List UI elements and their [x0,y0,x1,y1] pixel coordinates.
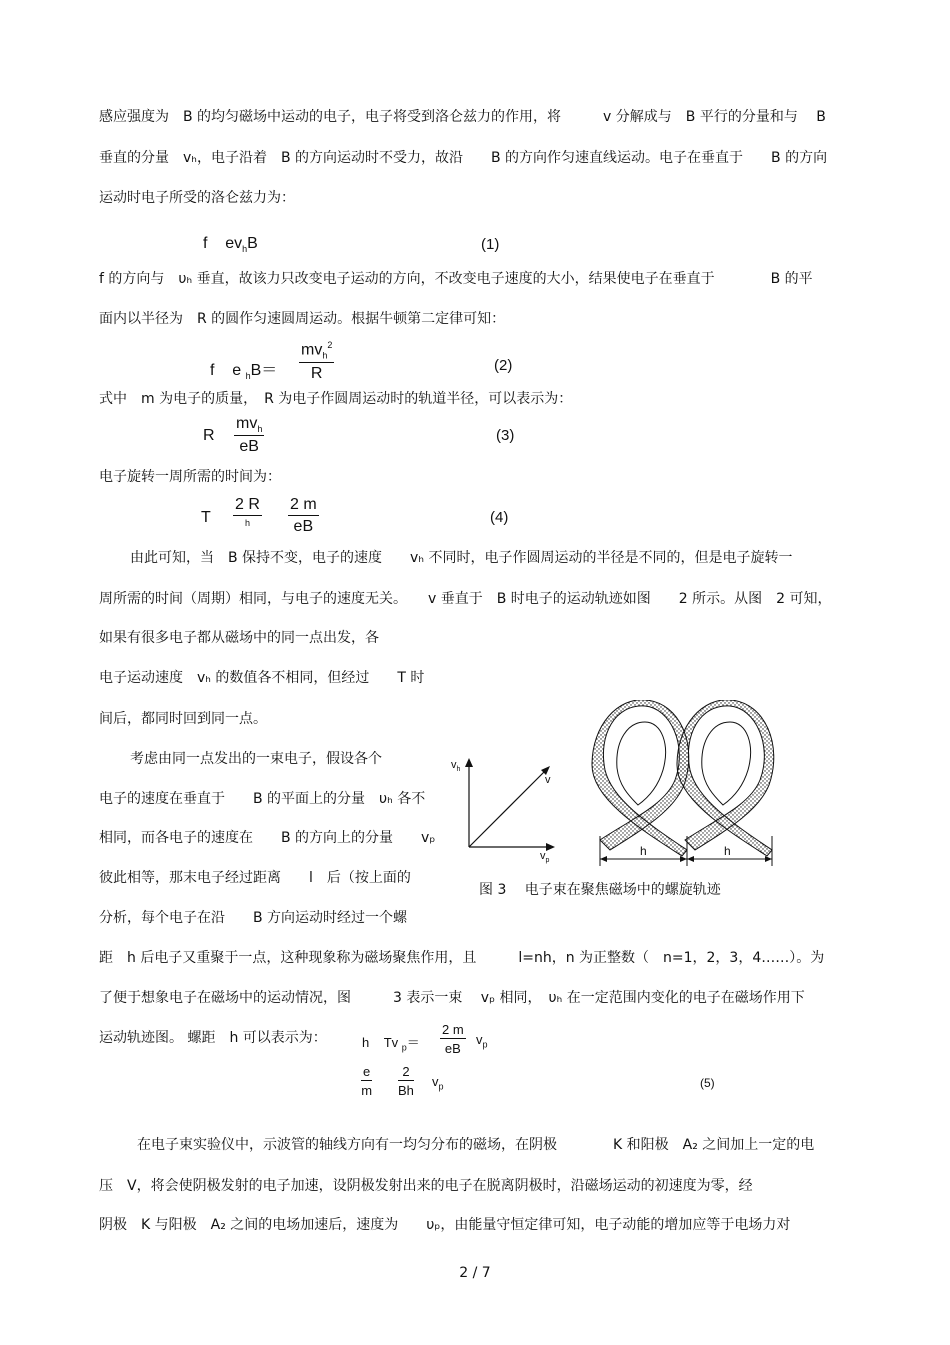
vp-axis-arrow [546,843,555,851]
text-line: 相同，而各电子的速度在 B 的方向上的分量 vₚ [99,830,436,846]
pitch-label-2: h [724,844,731,858]
velocity-diagram [448,755,568,865]
equation-1: f $ev_hB$ [203,235,258,255]
text-line: 电子旋转一周所需的时间为： [99,469,281,485]
text-line: 运动轨迹图。 螺距 h 可以表示为： [99,1030,327,1046]
text-line: 面内以半径为 R 的圆作匀速圆周运动。根据牛顿第二定律可知： [99,311,506,327]
pitch-label-1: h [640,844,647,858]
arrowhead [687,856,694,862]
page-number: 2 / 7 [459,1265,491,1281]
equation-1-number: (1) [481,236,500,253]
equation-5: h Tv $_p$＝ [362,1035,420,1053]
equation-5-tail: $v_p$ [476,1032,488,1050]
text-line: 间后，都同时回到同一点。 [99,711,267,727]
text-line: 垂直的分量 vₕ，电子沿着 B 的方向运动时不受力，故沿 B 的方向作匀速直线运动。电子在垂直于 B 的方向 [99,150,828,166]
text-line: 压 V，将会使阴极发射的电子加速，设阴极发射出来的电子在脱离阴极时，沿磁场运动的初速度为零，经 [99,1178,753,1194]
text-line: 感应强度为 B 的均匀磁场中运动的电子，电子将受到洛仑兹力的作用，将 v 分解成与 B 平行的分量和与 B [99,109,826,125]
equation-4-number: (4) [490,509,509,526]
equation-6-fraction-2: $\frac{2}{Bh}$ [398,1064,414,1098]
text-line: 运动时电子所受的洛仑兹力为： [99,190,295,206]
equation-5-number: (5) [700,1076,715,1090]
equation-5-fraction: $\frac{2 m}{eB}$ [442,1022,464,1056]
arrowhead [600,856,607,862]
vh-axis-arrow [465,758,473,767]
text-line: 由此可知，当 B 保持不变，电子的速度 vₕ 不同时，电子作圆周运动的半径是不同的，但是电子旋转一 [130,550,793,566]
text-line: 考虑由同一点发出的一束电子，假设各个 [130,751,382,767]
arrowhead [680,856,687,862]
text-line: 距 h 后电子又重聚于一点，这种现象称为磁场聚焦作用，且 l=nh，n 为正整数（ n=1，2，3，4……）。为 [99,950,825,966]
helix-trajectory-figure [590,700,780,868]
text-line: 阴极 K 与阳极 A₂ 之间的电场加速后，速度为 υₚ，由能量守恒定律可知，电子动能的增加应等于电场力对 [99,1217,791,1233]
equation-6-tail: $v_p$ [432,1074,444,1092]
equation-2-number: (2) [494,357,513,374]
text-line: 彼此相等，那末电子经过距离 l 后（按上面的 [99,870,411,886]
text-line: 分析，每个电子在沿 B 方向运动时经过一个螺 [99,910,408,926]
equation-4-fraction-1: 2 R h [235,496,260,528]
vp-label: $v_p$ [540,850,550,864]
equation-4: T [201,509,211,526]
equation-2-fraction: $mv_h^2$ R [301,340,333,382]
text-line: 式中 m 为电子的质量， R 为电子作圆周运动时的轨道半径，可以表示为： [99,391,573,407]
text-line: f 的方向与 υₕ 垂直，故该力只改变电子运动的方向，不改变电子速度的大小，结果使电子在垂直于 B 的平 [99,271,813,287]
text-line: 周所需的时间（周期）相同，与电子的速度无关。 v 垂直于 B 时电子的运动轨迹如图 2 所示。从图 2 可知， [99,591,832,607]
figure-caption: 图 3 电子束在聚焦磁场中的螺旋轨迹 [479,882,721,898]
arrowhead [765,856,772,862]
equation-6-fraction-1: $\frac{e}{m}$ [361,1064,373,1098]
equation-4-fraction-2: $\frac{2 m}{eB}$ [290,496,317,535]
text-line: 如果有很多电子都从磁场中的同一点出发，各 [99,630,379,646]
v-label: v [545,774,551,786]
equation-3-fraction: $mv_h$ eB [236,415,263,456]
text-line: 电子运动速度 vₕ 的数值各不相同，但经过 T 时 [99,670,425,686]
text-line: 了便于想象电子在磁场中的运动情况，图 3 表示一束 vₚ 相同， υₕ 在一定范围内变化的电子在磁场作用下 [99,990,805,1006]
velocity-vector [469,770,546,847]
text-line: 在电子束实验仪中，示波管的轴线方向有一均匀分布的磁场，在阴极 K 和阳极 A₂ 之间加上一定的电 [137,1137,815,1153]
helix-loop-right [677,700,774,856]
equation-3: R [203,427,215,444]
vh-label: $v_h$ [451,759,461,773]
equation-3-number: (3) [496,427,515,444]
equation-2: f e $_h$B＝ [210,362,278,382]
text-line: 电子的速度在垂直于 B 的平面上的分量 υₕ 各不 [99,791,426,807]
helix-loop-left [592,700,689,856]
